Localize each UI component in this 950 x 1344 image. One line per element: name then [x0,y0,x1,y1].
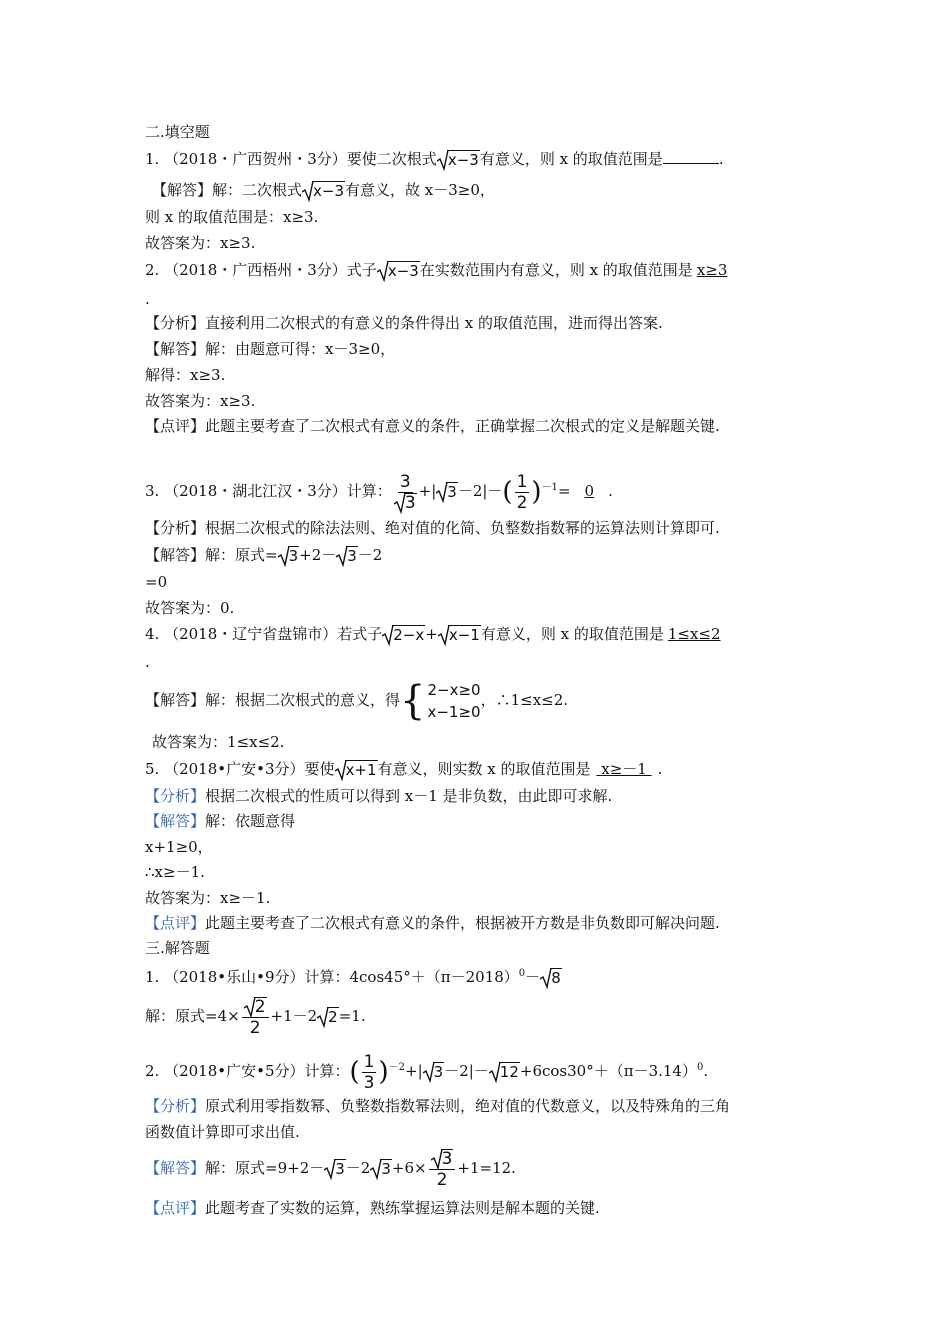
p1-stem: 1. （2018•乐山•9分）计算：$4\cos 45^\circ+(\pi-2018)^0-$ 8 [145,968,561,987]
radical: 3 [324,1159,346,1179]
p2-comment: 【点评】此题考查了实数的运算，熟练掌握运算法则是解本题的关键. [145,1199,600,1217]
radical: 3 [436,482,458,502]
fraction: $\frac{2}{2}$ [242,997,269,1038]
q5-analysis: 【分析】根据二次根式的性质可以得到 x－1 是非负数，由此即可求解. [145,787,613,805]
q5-line-2: ∴x≥－1. [145,863,205,881]
radical: 3 [336,546,358,566]
fraction: $\frac{3}{3}$ [394,472,417,513]
section-3-title: 三.解答题 [145,939,210,957]
radical: 3 [370,1159,392,1179]
q2-comment: 【点评】此题主要考查了二次根式有意义的条件，正确掌握二次根式的定义是解题关键. [145,417,720,435]
q1-final: 故答案为：x≥3. [145,234,256,252]
q2-solution: 【解答】解：由题意可得：x－3≥0， [145,340,396,358]
q2-stem: 2. （2018・广西梧州・3分）式子 x−3在实数范围内有意义，则 x 的取值范围是 x≥3 [145,260,731,281]
q3-eq: =0 [145,573,168,591]
q3-stem: 3. （2018・湖北江汉・3分）计算： $\frac{3}{3}$ +| 3－2|－( $\frac{1}{2}$ )$^{-1}$= 0 . [145,471,613,513]
q4-answer-fill: 1≤x≤2 [667,625,721,643]
q5-stem: 5. （2018•广安•3分）要使 x+1有意义，则实数 x 的取值范围是 x≥－1 . [145,760,663,779]
p2-analysis-2: 函数值计算即可求出值. [145,1123,300,1141]
q2-dot: . [145,290,150,308]
q5-comment: 【点评】此题主要考查了二次根式有意义的条件，根据被开方数是非负数即可解决问题. [145,914,720,932]
q1-answer-2: 则 x 的取值范围是：x≥3. [145,208,319,226]
q5-solution: 【解答】解：依题意得 [145,812,296,830]
radical: x−1 [438,625,481,645]
radical: x−3 [377,261,420,281]
fraction: $\frac{1}{2}$ [516,471,528,513]
radical: 3 [431,1149,454,1169]
inequality-system: { 2−x≥0 x−1≥0 [400,678,481,724]
radical: 2−x [382,625,425,645]
p2-stem: 2. （2018•广安•5分）计算：( $\frac{1}{3}$ )$^{-2}$+| 3－2|－ $12+6\cos 30^\circ+(\pi-3.14)^0$. [145,1051,709,1093]
q5-final: 故答案为：x≥－1. [145,889,271,907]
q2-final: 故答案为：x≥3. [145,392,256,410]
p2-analysis: 【分析】原式利用零指数幂、负整数指数幂法则，绝对值的代数意义，以及特殊角的三角 [145,1097,731,1115]
radical: 2 [244,997,267,1017]
q3-answer-fill: 0 [584,482,595,500]
radical: 3 [423,1062,445,1082]
radical: 12 [489,1062,520,1082]
radical: 3 [278,546,300,566]
q4-dot: . [145,653,150,671]
q3-solution: 【解答】解：原式= 3+2－ 3－2 [145,546,383,565]
section-2-title: 二.填空题 [145,123,210,141]
q5-line-1: x+1≥0， [145,838,213,856]
radical: 8 [540,968,562,988]
answer-blank [663,149,719,164]
q5-answer-fill: x≥－1 [596,760,652,778]
q4-solution: 【解答】解：根据二次根式的意义，得 { 2−x≥0 x−1≥0 ，∴1≤x≤2. [145,678,569,724]
radical: x−3 [302,181,345,201]
p1-solution: 解：原式=4× $\frac{2}{2}$ +1－2 2=1. [145,996,366,1038]
q4-final: 故答案为：1≤x≤2. [152,733,285,751]
fraction: $\frac{1}{3}$ [363,1051,375,1093]
radical: 2 [317,1007,339,1027]
q3-analysis: 【分析】根据二次根式的除法法则、绝对值的化简、负整数指数幂的运算法则计算即可. [145,519,720,537]
q2-answer-fill: x≥3 [696,261,728,279]
fraction: $\frac{3}{2}$ [429,1149,456,1190]
q2-analysis: 【分析】直接利用二次根式的有意义的条件得出 x 的取值范围，进而得出答案. [145,314,663,332]
q1-answer: 【解答】解：二次根式 x−3有意义，故 x－3≥0， [152,181,495,200]
q3-final: 故答案为：0. [145,599,235,617]
radical: x+1 [335,760,378,780]
q2-solution-2: 解得：x≥3. [145,366,226,384]
radical: 3 [394,493,417,513]
radical: x−3 [437,150,480,170]
q1-stem: 1. （2018・广西贺州・3分）要使二次根式 x−3有意义，则 x 的取值范围是 . [145,150,724,169]
q4-stem: 4. （2018・辽宁省盘锦市）若式子 2−x+ x−1有意义，则 x 的取值范围是 1≤x≤2 [145,624,725,645]
p2-solution: 【解答】解：原式=9+2－ 3－2 3+6× $\frac{3}{2}$ +1=12. [145,1148,516,1190]
